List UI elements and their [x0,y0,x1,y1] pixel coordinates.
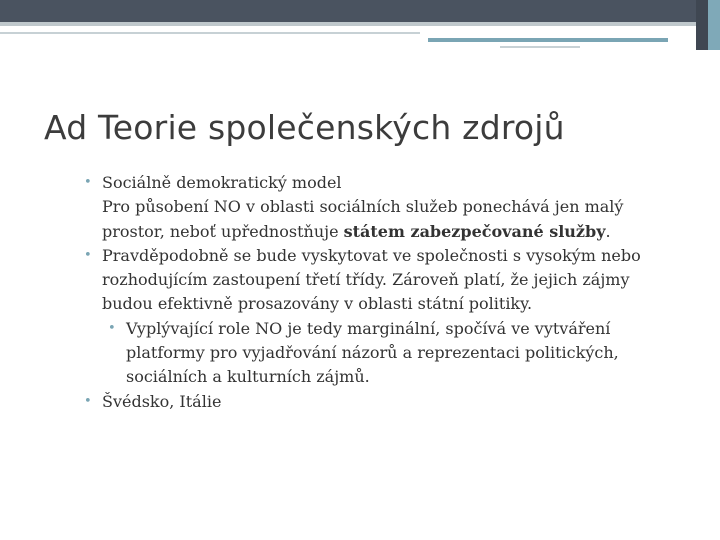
bullet-item-1-heading: Sociálně demokratický model [102,173,342,192]
header-corner-dark [696,0,708,50]
bullet-item-3 [84,390,674,414]
header-teal-line [428,38,668,42]
bullet-item-1-emphasis: státem zabezpečované služby [343,221,606,241]
bullet-item-1-text-start: Pro působení NO v oblasti sociálních služeb ponechává jen malý prostor, neboť upřednostňuje [102,197,624,241]
header-dark-band [0,0,696,22]
bullet-icon: • [84,393,92,409]
bullet-item-3-text: Švédsko, Itálie [102,391,222,411]
bullet-item-2 [84,244,674,317]
header-gap [0,26,696,30]
header-thin-line-left [0,32,420,34]
bullet-item-1-text-end: . [605,221,611,241]
slide-title: Ad Teorie společenských zdrojů [44,108,565,147]
bullet-item-1 [84,171,674,244]
bullet-icon: • [84,175,92,190]
sub-bullet-item [84,317,674,390]
header-corner-teal [708,0,720,50]
header-thin-line-right [500,46,580,48]
bullet-icon: • [84,247,92,263]
slide-header-decoration [0,0,720,50]
bullet-icon: • [108,320,116,336]
bullet-item-2-text: Pravděpodobně se bude vyskytovat ve společnosti s vysokým nebo rozhodujícím zastoupení třetí třídy. Zároveň platí, že jejich zájmy budou efektivně prosazovány v oblasti státní politiky. [102,245,641,314]
bullet-item-1-text [102,195,674,244]
slide-body [84,171,674,414]
sub-bullet-item-text: Vyplývající role NO je tedy marginální, spočívá ve vytváření platformy pro vyjadřování názorů a reprezentaci politických, sociálních a kulturních zájmů. [126,318,619,387]
